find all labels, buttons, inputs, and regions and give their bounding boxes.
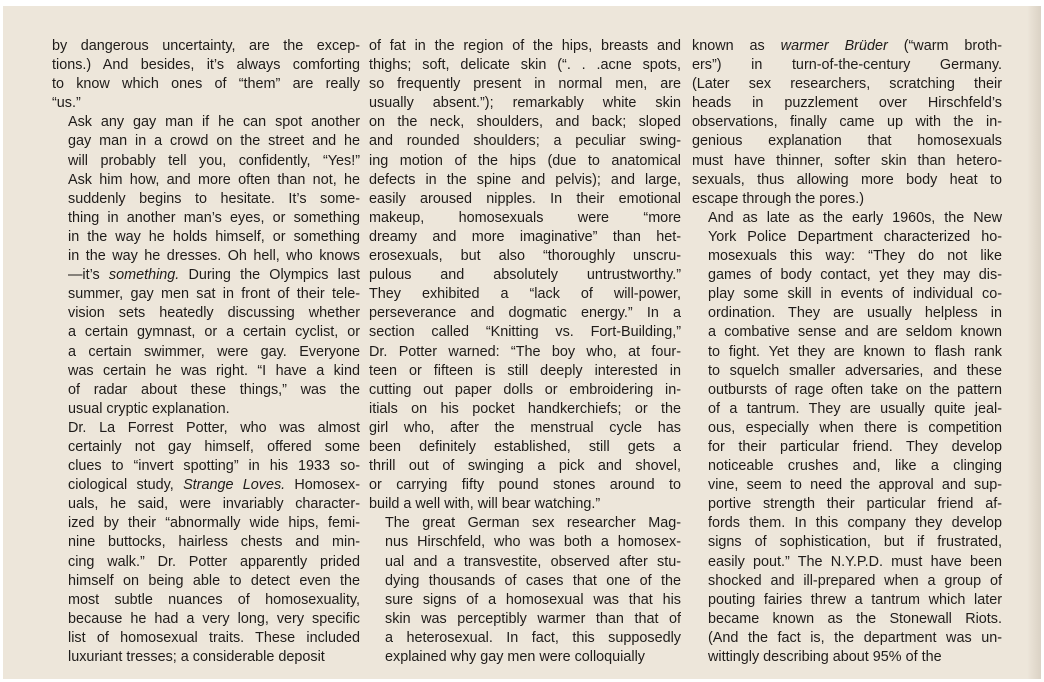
text-line: defects in the spine and pelvis); and large, — [369, 171, 681, 188]
text-column-2 — [369, 37, 681, 677]
text-line: to fight. Yet they are known to flash rank — [708, 343, 1002, 360]
text-line: makeup, homosexuals were “more — [369, 209, 681, 226]
text-line: heads in puzzlement over Hirschfeld’s — [692, 95, 1002, 112]
text-line: build a well with, will bear watching.” — [369, 496, 601, 513]
text-line: dying thousands of cases that one of the — [385, 572, 681, 589]
text-line: vine, seem to need the approval and sup- — [708, 477, 1002, 494]
paragraph — [692, 209, 1002, 667]
text-line: uals, he said, were invariably character- — [68, 496, 360, 513]
text-line: escape through the pores.) — [692, 190, 864, 207]
text-line: gay man in a crowd on the street and he — [68, 133, 360, 150]
text-line: will probably tell you, confidently, “Yes!” — [68, 152, 360, 169]
text-column-1 — [52, 37, 360, 677]
text-line: usually absent.”); remarkably white skin — [369, 95, 681, 112]
text-line: must have thinner, softer skin than hetero- — [692, 152, 1002, 169]
text-line: Dr. La Forrest Potter, who was almost — [68, 419, 360, 436]
text-line: easily pout.” The N.Y.P.D. must have been — [708, 553, 1002, 570]
text-line: luxuriant tresses; a considerable deposit — [68, 649, 325, 665]
text-line: games of body contact, yet they may dis- — [708, 267, 1002, 284]
text-line: thrill out of swinging a pick and shovel, — [369, 458, 681, 475]
text-line: nine buttocks, hairless chests and min- — [68, 534, 360, 551]
text-line: himself on being able to detect even the — [68, 572, 360, 589]
text-line: (Later sex researchers, scratching their — [692, 76, 1002, 93]
text-line: sure signs of a homosexual was that his — [385, 591, 681, 608]
text-line: mosexuals this way: “They do not like — [708, 248, 1002, 265]
text-line: itials on his pocket handkerchiefs; or the — [369, 400, 681, 417]
text-line: ized by their “abnormally wide hips, femi- — [68, 515, 360, 532]
text-line: section called “Knitting vs. Fort-Building,” — [369, 324, 681, 341]
text-line: and rounded shoulders; a peculiar swing- — [369, 133, 681, 150]
text-line: became known as the Stonewall Riots. — [708, 610, 1002, 627]
text-line: known as warmer Brüder (“warm broth- — [692, 38, 1002, 54]
text-line: perseverance and dogmatic energy.” In a — [369, 305, 681, 322]
text-line: was certain he was right. “I have a kind — [68, 362, 360, 379]
text-line: ciological study, Strange Loves. Homosex- — [68, 477, 360, 494]
paragraph — [369, 514, 681, 667]
text-line: fords them. In this company they develop — [708, 515, 1002, 532]
text-line: suddenly begins to hesitate. It’s some- — [68, 190, 360, 207]
text-line: vision sets heatedly discussing whether — [68, 305, 360, 322]
text-line: easily aroused nipples. In their emotional — [369, 190, 681, 207]
text-line: Dr. Potter warned: “The boy who, at four- — [369, 343, 681, 360]
text-line: to squelch smaller adversaries, and these — [708, 362, 1002, 379]
text-line: signs of sophistication, but if frustrated, — [708, 534, 1002, 551]
text-line: genious explanation that homosexuals — [692, 133, 1002, 150]
text-line: of radar about these things,” was the — [68, 381, 360, 398]
text-line: dreamy and more imaginative” than het- — [369, 228, 681, 245]
text-line: cutting out paper dolls or embroidering in- — [369, 381, 681, 398]
text-line: outbursts of rage often take on the pattern — [708, 381, 1002, 398]
text-line: “us.” — [52, 95, 81, 112]
paragraph — [52, 113, 360, 419]
text-line: The great German sex researcher Mag- — [385, 515, 681, 532]
text-line: noticeable crushes and, like a clinging — [708, 458, 1002, 475]
text-line: by dangerous uncertainty, are the excep- — [52, 38, 360, 54]
text-line: certainly not gay himself, offered some — [68, 438, 360, 455]
text-line: play some skill in events of individual co- — [708, 286, 1002, 303]
text-line: wittingly describing about 95% of the — [708, 649, 942, 665]
text-line: or carrying fifty pound stones around to — [369, 477, 681, 494]
text-line: ous, especially when there is competition — [708, 419, 1002, 436]
text-column-3 — [692, 37, 1002, 677]
text-line: nus Hirschfeld, who was both a homosex- — [385, 534, 681, 551]
text-line: cing walk.” Dr. Potter apparently prided — [68, 553, 360, 570]
text-line: thighs; soft, delicate skin (“. . .acne spots, — [369, 57, 681, 74]
text-line: of fat in the region of the hips, breasts and — [369, 38, 681, 54]
text-line: in the way he dresses. Oh hell, who knows — [68, 248, 360, 265]
paragraph — [369, 37, 681, 514]
text-line: a certain gymnast, or a certain cyclist, or — [68, 324, 360, 341]
magazine-page — [3, 6, 1041, 679]
text-line: a heterosexual. In fact, this supposedly — [385, 629, 681, 646]
text-line: ordination. They are usually helpless in — [708, 305, 1002, 322]
text-line: clues to “invert spotting” in his 1933 so- — [68, 458, 360, 475]
text-line: observations, finally came up with the in- — [692, 114, 1002, 131]
text-line: teen or fifteen is still deeply interested in — [369, 362, 681, 379]
text-line: sexuals, thus allowing more body heat to — [692, 171, 1002, 188]
text-line: (And the fact is, the department was un- — [708, 629, 1002, 646]
text-line: explained why gay men were colloquially — [385, 649, 645, 665]
text-line: so frequently present in normal men, are — [369, 76, 681, 93]
text-line: —it’s something. During the Olympics last — [68, 267, 360, 284]
text-line: to know which ones of “them” are really — [52, 76, 360, 93]
text-line: skin was perceptibly warmer than that of — [385, 610, 681, 627]
text-line: summer, gay men sat in front of their tele- — [68, 286, 360, 303]
text-line: tions.) And besides, it’s always comforting — [52, 57, 360, 74]
text-line: most subtle nuances of homosexuality, — [68, 591, 360, 608]
text-line: a certain swimmer, were gay. Everyone — [68, 343, 360, 360]
text-line: pulous and absolutely untrustworthy.” — [369, 267, 681, 284]
text-line: ual and a transvestite, observed after stu- — [385, 553, 681, 570]
text-line: portive strength their particular friend af- — [708, 496, 1002, 513]
text-line: York Police Department characterized ho- — [708, 228, 1002, 245]
text-line: ing motion of the hips (due to anatomical — [369, 152, 681, 169]
text-line: a combative sense and are seldom known — [708, 324, 1002, 341]
text-line: ers”) in turn-of-the-century Germany. — [692, 57, 1002, 74]
text-line: usual cryptic explanation. — [68, 400, 230, 417]
paragraph — [692, 37, 1002, 209]
text-line: been definitely established, still gets a — [369, 438, 681, 455]
text-line: erosexuals, but also “thoroughly unscru- — [369, 248, 681, 265]
text-line: Ask him how, and more often than not, he — [68, 171, 360, 188]
text-line: They exhibited a “lack of will-power, — [369, 286, 681, 303]
text-line: shocked and ill-prepared when a group of — [708, 572, 1002, 589]
paragraph — [52, 37, 360, 113]
paragraph — [52, 419, 360, 667]
text-line: in the way he holds himself, or something — [68, 228, 360, 245]
text-line: thing in another man’s eyes, or something — [68, 209, 360, 226]
text-line: girl who, after the menstrual cycle has — [369, 419, 681, 436]
text-line: Ask any gay man if he can spot another — [68, 114, 360, 131]
text-line: list of homosexual traits. These included — [68, 629, 360, 646]
text-line: on the neck, shoulders, and back; sloped — [369, 114, 681, 131]
text-line: And as late as the early 1960s, the New — [708, 209, 1002, 226]
text-line: for their particular friend. They develop — [708, 438, 1002, 455]
text-line: of a tantrum. They are usually quite jeal- — [708, 400, 1002, 417]
page-edge-shadow — [1027, 6, 1041, 679]
text-line: pouting fairies threw a tantrum which later — [708, 591, 1002, 608]
text-line: because he had a very long, very specific — [68, 610, 360, 627]
